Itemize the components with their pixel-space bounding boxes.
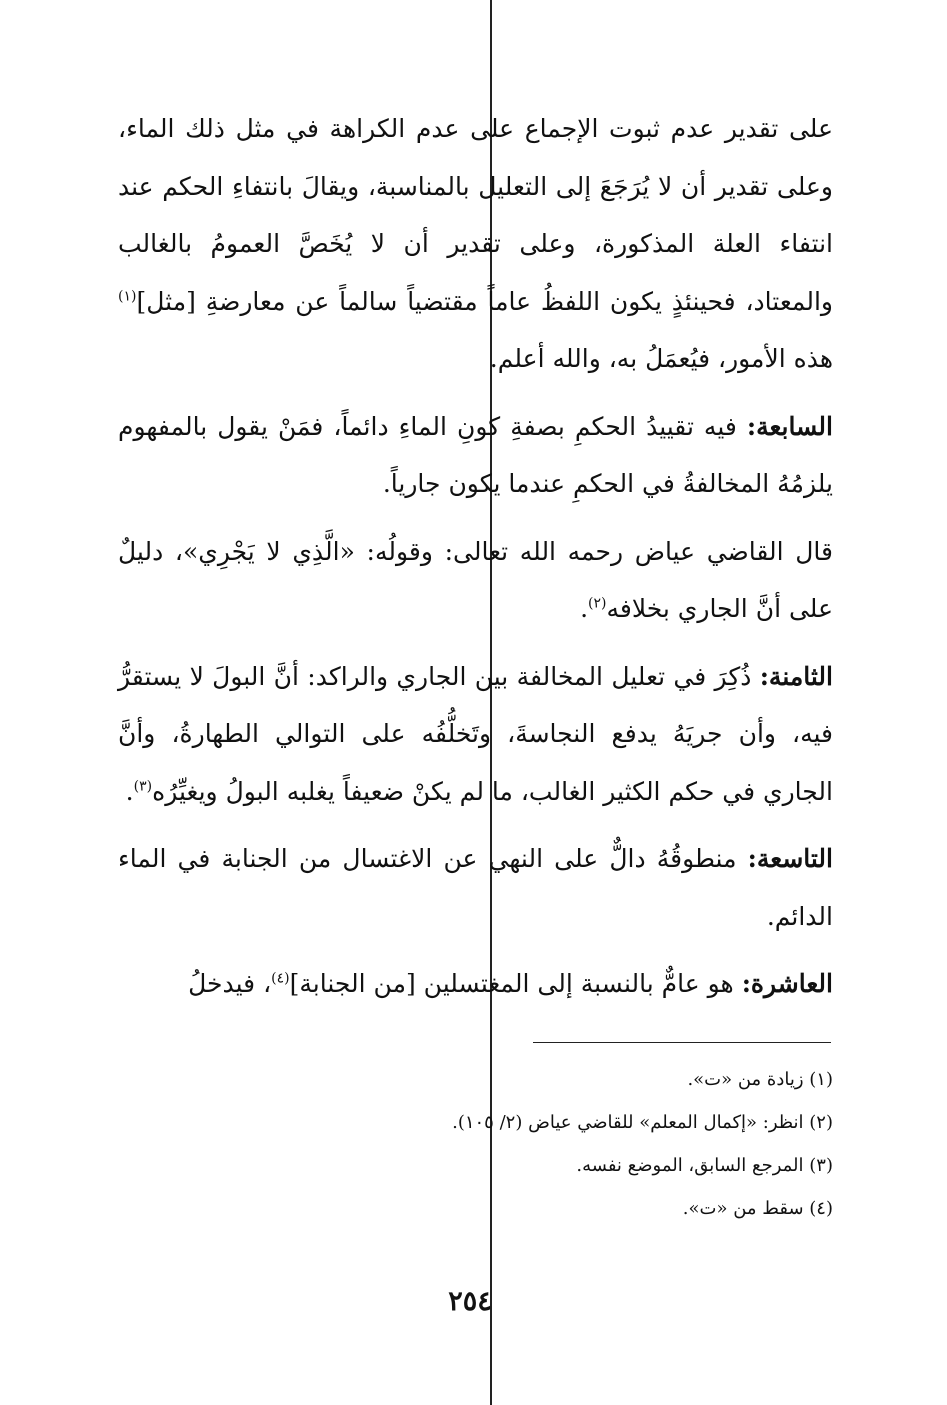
paragraph-seventh bbox=[118, 398, 833, 513]
paragraph-seventh-text: فيه تقييدُ الحكمِ بصفةِ كونِ الماءِ دائماً، فمَنْ يقول بالمفهوم يلزمُهُ المخالفةُ في الحكمِ عندما يكون جارياً. bbox=[118, 411, 833, 498]
paragraph-eighth bbox=[118, 648, 833, 821]
footnote-ref-1: (١) bbox=[118, 288, 137, 305]
footnote-3: (٣) المرجع السابق، الموضع نفسه. bbox=[576, 1155, 833, 1176]
heading-tenth: العاشرة: bbox=[741, 969, 833, 998]
paragraph-ninth-text: منطوقُهُ دالٌّ على النهي عن الاغتسال من الجنابة في الماء الدائم. bbox=[118, 844, 833, 931]
page-number: ٢٥٤ bbox=[448, 1286, 492, 1317]
heading-seventh: السابعة: bbox=[746, 411, 833, 441]
footnotes bbox=[300, 1058, 833, 1230]
paragraph-qadi-iyad bbox=[118, 523, 833, 638]
paragraph-1-end: هذه الأمور، فيُعمَلُ به، والله أعلم. bbox=[489, 344, 833, 373]
paragraph-qadi-iyad-end: . bbox=[580, 594, 589, 623]
paragraph-qadi-iyad-text: قال القاضي عياض رحمه الله تعالى: وقولُه: «الَّذِي لا يَجْرِي»، دليلٌ على أنَّ الجاري بخلافه bbox=[118, 536, 833, 623]
footnote-ref-3: (٣) bbox=[133, 778, 153, 795]
paragraph-1 bbox=[118, 100, 833, 388]
footnote-divider bbox=[533, 1042, 831, 1043]
paragraph-eighth-text: ذُكِرَ في تعليل المخالفة بين الجاري والراكد: أنَّ البولَ لا يستقرُّ فيه، وأن جريَهُ يدفع النجاسةَ، وتَخلُّفُه على التوالي الطهارةُ، وأنَّ الجاري في حكم الكثير الغالب، ما لم يكنْ ضعيفاً يغلبه البولُ ويغيِّرُه bbox=[118, 661, 833, 806]
footnote-ref-2: (٢) bbox=[588, 595, 607, 612]
main-text bbox=[118, 100, 833, 1023]
footnote-2: (٢) انظر: «إكمال المعلم» للقاضي عياض (٢/ ١٠٥). bbox=[452, 1112, 833, 1133]
footnote-ref-4: (٤) bbox=[271, 970, 290, 987]
footnote-1: (١) زيادة من «ت». bbox=[687, 1069, 833, 1090]
paragraph-eighth-end: . bbox=[125, 776, 134, 806]
paragraph-tenth bbox=[118, 955, 833, 1013]
heading-ninth: التاسعة: bbox=[747, 844, 833, 873]
paragraph-ninth bbox=[118, 830, 833, 945]
paragraph-tenth-text: هو عامٌّ بالنسبة إلى المغتسلين [من الجنابة] bbox=[289, 969, 742, 998]
paragraph-1-text: على تقدير عدم ثبوت الإجماع على عدم الكراهة في مثل ذلك الماء، وعلى تقدير أن لا يُرَجَعَ إلى التعليل بالمناسبة، ويقالَ بانتفاءِ الحكم عند انتفاء العلة المذكورة، وعلى تقدير أن لا يُخَصَّ العمومُ بالغالب والمعتاد، فحينئذٍ يكون اللفظُ عاماً مقتضياً سالماً عن معارضةِ [مثل] bbox=[118, 114, 833, 316]
paragraph-tenth-end: ، فيدخلُ bbox=[188, 969, 272, 998]
footnote-4: (٤) سقط من «ت». bbox=[682, 1198, 833, 1219]
heading-eighth: الثامنة: bbox=[759, 661, 833, 691]
